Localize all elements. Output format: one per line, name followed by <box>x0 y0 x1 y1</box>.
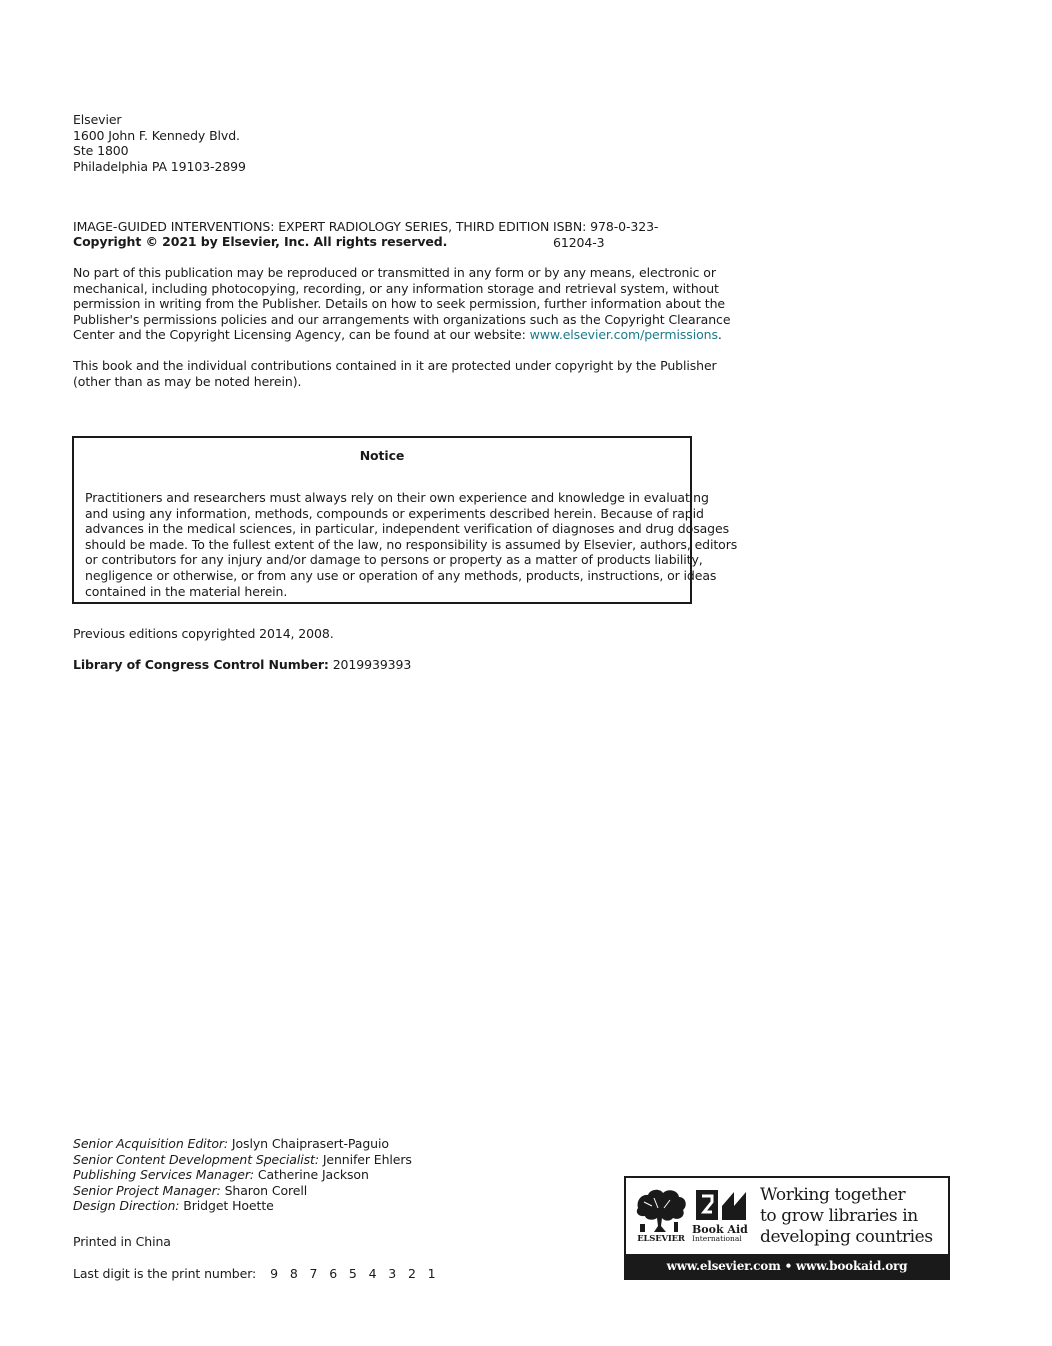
credit-name: Joslyn Chaiprasert-Paguio <box>231 1136 389 1151</box>
slogan-line: to grow libraries in <box>760 1206 918 1226</box>
paragraph-line: permission in writing from the Publisher. Details on how to seek permission, further information about the <box>73 296 725 312</box>
slogan-line: Working together <box>760 1185 906 1205</box>
paragraph-line: (other than as may be noted herein). <box>73 373 302 389</box>
address-line: Elsevier <box>73 112 122 127</box>
credit-role: Senior Acquisition Editor: <box>73 1136 229 1151</box>
book-aid-subtitle: International <box>692 1234 742 1243</box>
production-credits <box>73 1136 412 1214</box>
credit-line <box>73 1152 412 1168</box>
paragraph-line: Publisher's permissions policies and our arrangements with organizations such as the Copyright Clearance <box>73 311 731 327</box>
paragraph-text: . <box>717 327 722 343</box>
logo-slogan <box>760 1185 933 1248</box>
address-line: Ste 1800 <box>73 143 129 159</box>
copyright-line: Copyright © 2021 by Elsevier, Inc. All rights reserved. <box>73 234 448 249</box>
permissions-link[interactable]: www.elsevier.com/permissions <box>529 327 718 343</box>
notice-line: should be made. To the fullest extent of the law, no responsibility is assumed by Elsevier, authors, editors <box>85 536 738 552</box>
credit-line <box>73 1167 412 1183</box>
book-aid-logo-box <box>624 1176 950 1280</box>
protection-paragraph <box>73 358 717 389</box>
paragraph-line: mechanical, including photocopying, recording, or any information storage and retrieval system, without <box>73 280 719 296</box>
credit-line <box>73 1198 412 1214</box>
print-digit: 3 <box>388 1266 397 1281</box>
credit-name: Jennifer Ehlers <box>322 1151 412 1167</box>
printed-in: Printed in China <box>73 1234 171 1249</box>
book-title: IMAGE-GUIDED INTERVENTIONS: EXPERT RADIOLOGY SERIES, THIRD EDITION <box>73 219 550 234</box>
notice-line: negligence or otherwise, or from any use or operation of any methods, products, instructions, or ideas <box>85 567 717 583</box>
credit-role: Senior Project Manager: <box>73 1182 221 1198</box>
loc-label: Library of Congress Control Number: <box>73 657 329 672</box>
print-digit: 4 <box>368 1266 377 1281</box>
print-digits <box>270 1266 447 1281</box>
credit-name: Bridget Hoette <box>183 1198 274 1214</box>
credit-role: Design Direction: <box>73 1198 180 1214</box>
slogan-line: developing countries <box>760 1227 933 1247</box>
credit-role: Publishing Services Manager: <box>73 1167 254 1183</box>
print-digit: 1 <box>427 1266 436 1281</box>
print-digit: 2 <box>407 1266 416 1281</box>
credit-role: Senior Content Development Specialist: <box>73 1151 319 1167</box>
notice-heading: Notice <box>359 448 405 463</box>
paragraph-last-line <box>73 327 722 343</box>
print-number-line <box>73 1266 447 1282</box>
book-aid-wordmark: Book Aid <box>692 1223 748 1236</box>
previous-editions: Previous editions copyrighted 2014, 2008. <box>73 626 334 641</box>
print-number-label: Last digit is the print number: <box>73 1266 257 1281</box>
credit-name: Sharon Corell <box>224 1182 308 1198</box>
loc-value: 2019939393 <box>332 657 412 672</box>
print-digit: 8 <box>289 1266 298 1281</box>
paragraph-text: Center and the Copyright Licensing Agency, can be found at our website: <box>73 327 530 343</box>
notice-line: contained in the material herein. <box>85 583 288 599</box>
notice-line: advances in the medical sciences, in particular, independent verification of diagnoses and drug dosages <box>85 521 729 537</box>
address-line: Philadelphia PA 19103-2899 <box>73 158 246 174</box>
paragraph-line: No part of this publication may be reproduced or transmitted in any form or by any means, electronic or <box>73 265 716 280</box>
print-digit: 7 <box>309 1266 318 1281</box>
notice-line: Practitioners and researchers must always rely on their own experience and knowledge in evaluating <box>85 490 709 505</box>
elsevier-wordmark: ELSEVIER <box>637 1234 685 1244</box>
book-aid-icon <box>694 1186 748 1222</box>
logo-urls-bar: www.elsevier.com • www.bookaid.org <box>626 1254 948 1278</box>
notice-line: and using any information, methods, compounds or experiments described herein. Because of rapid <box>85 505 704 521</box>
paragraph-line: This book and the individual contributions contained in it are protected under copyright by the Publisher <box>73 358 717 373</box>
notice-line: or contributors for any injury and/or damage to persons or property as a matter of products liability, <box>85 552 703 568</box>
elsevier-tree-icon <box>634 1186 688 1234</box>
credit-line <box>73 1136 412 1152</box>
address-line: 1600 John F. Kennedy Blvd. <box>73 127 240 143</box>
print-digit: 6 <box>329 1266 338 1281</box>
publisher-address <box>73 112 246 174</box>
permissions-paragraph <box>73 265 731 343</box>
isbn: ISBN: 978-0-323-61204-3 <box>553 219 659 250</box>
notice-box <box>72 436 738 604</box>
credit-line <box>73 1183 412 1199</box>
credit-name: Catherine Jackson <box>257 1167 369 1183</box>
print-digit: 9 <box>270 1266 279 1281</box>
print-digit: 5 <box>348 1266 357 1281</box>
loc-control-number <box>73 657 411 673</box>
notice-body <box>85 490 738 599</box>
